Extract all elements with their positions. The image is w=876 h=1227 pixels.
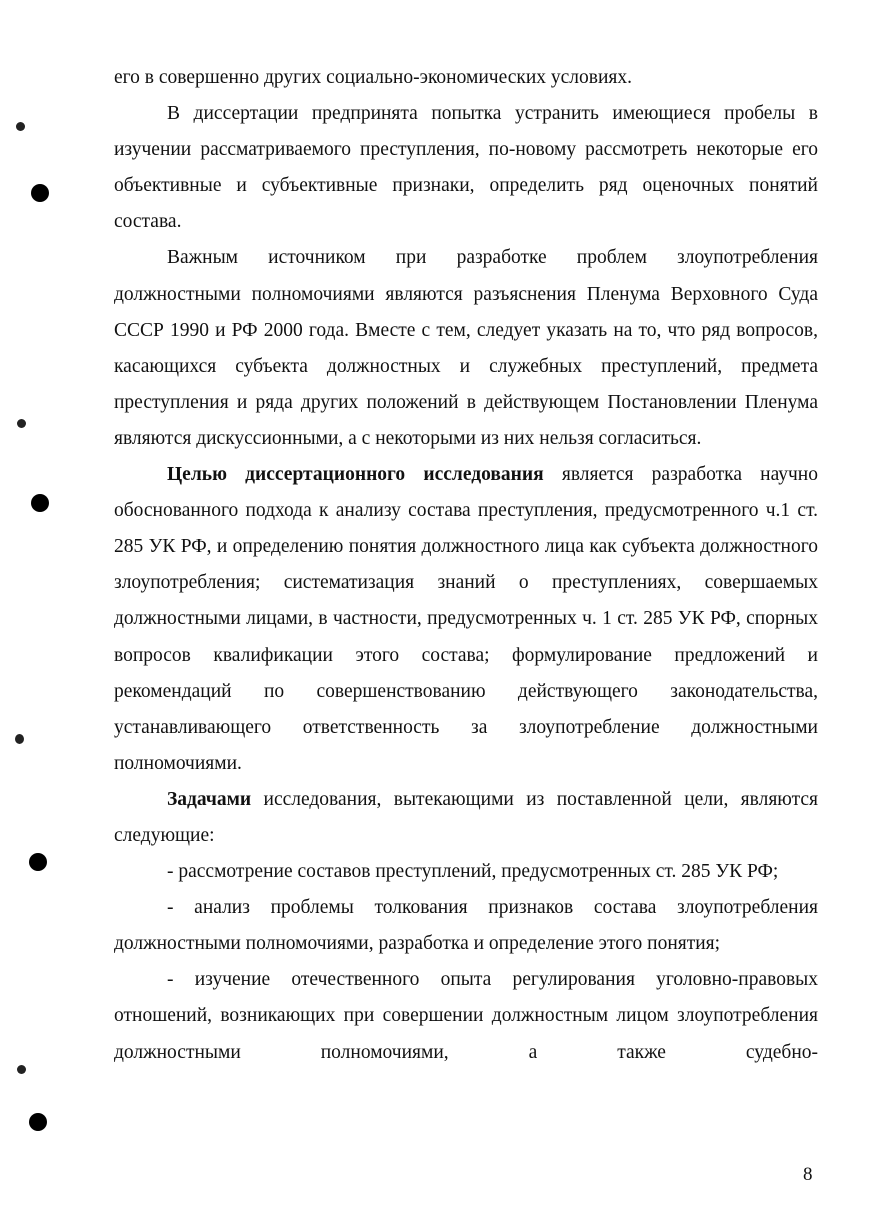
list-item: [114, 854, 818, 890]
paragraph-text: исследования, вытекающими из поставленной цели, являются следующие:: [114, 788, 818, 846]
binder-speck: [17, 1065, 26, 1074]
paragraph-aims: [114, 96, 818, 240]
paragraph-bold-lead: Целью диссертационного исследования: [167, 464, 544, 486]
binder-hole: [31, 184, 49, 202]
list-item: [114, 962, 818, 1070]
list-item: [114, 890, 818, 962]
list-item-text: - изучение отечественного опыта регулирования уголовно-правовых отношений, возникающих при совершении должностным лицом злоупотребления должностными полномочиями, а также судебно-: [114, 969, 818, 1063]
page-number: 8: [803, 1164, 813, 1185]
paragraph-text: В диссертации предпринята попытка устранить имеющиеся пробелы в изучении рассматриваемого преступления, по-новому рассмотреть некоторые его объективные и субъективные признаки, определить ряд оценочных понятий состава.: [114, 103, 818, 233]
binder-speck: [15, 734, 24, 744]
paragraph-text: является разработка научно обоснованного подхода к анализу состава преступления, предусмотренного ч.1 ст. 285 УК РФ, и определению понятия должностного лица как субъекта должностного злоупотребления; систематизация знаний о преступлениях, совершаемых должностными лицами, в частности, предусмотренных ч. 1 ст. 285 УК РФ, спорных вопросов квалификации этого состава; формулирование предложений и рекомендаций по совершенствованию действующего законодательства, устанавливающего ответственность за злоупотребление должностными полномочиями.: [114, 464, 818, 774]
binder-hole: [31, 494, 49, 512]
paragraph-text: Важным источником при разработке проблем злоупотребления должностными полномочиями являются разъяснения Пленума Верховного Суда СССР 1990 и РФ 2000 года. Вместе с тем, следует указать на то, что ряд вопросов, касающихся субъекта должностных и служебных преступлений, предмета преступления и ряда других положений в действующем Постановлении Пленума являются дискуссионными, а с некоторыми из них нельзя согласиться.: [114, 247, 818, 449]
list-item-text: - анализ проблемы толкования признаков состава злоупотребления должностными полномочиями, разработка и определение этого понятия;: [114, 897, 818, 955]
list-item-text: - рассмотрение составов преступлений, предусмотренных ст. 285 УК РФ;: [167, 861, 779, 883]
binder-hole: [29, 853, 47, 871]
binder-hole: [29, 1113, 47, 1131]
paragraph-goal: [114, 457, 818, 782]
paragraph-tasks: [114, 782, 818, 854]
binder-speck: [17, 419, 26, 428]
paragraph-bold-lead: Задачами: [167, 788, 252, 810]
body-text: [114, 60, 818, 1071]
paragraph-text: его в совершенно других социально-экономических условиях.: [114, 67, 633, 88]
binder-speck: [16, 122, 25, 131]
paragraph-sources: [114, 240, 818, 457]
paragraph-continuation: [114, 60, 818, 96]
